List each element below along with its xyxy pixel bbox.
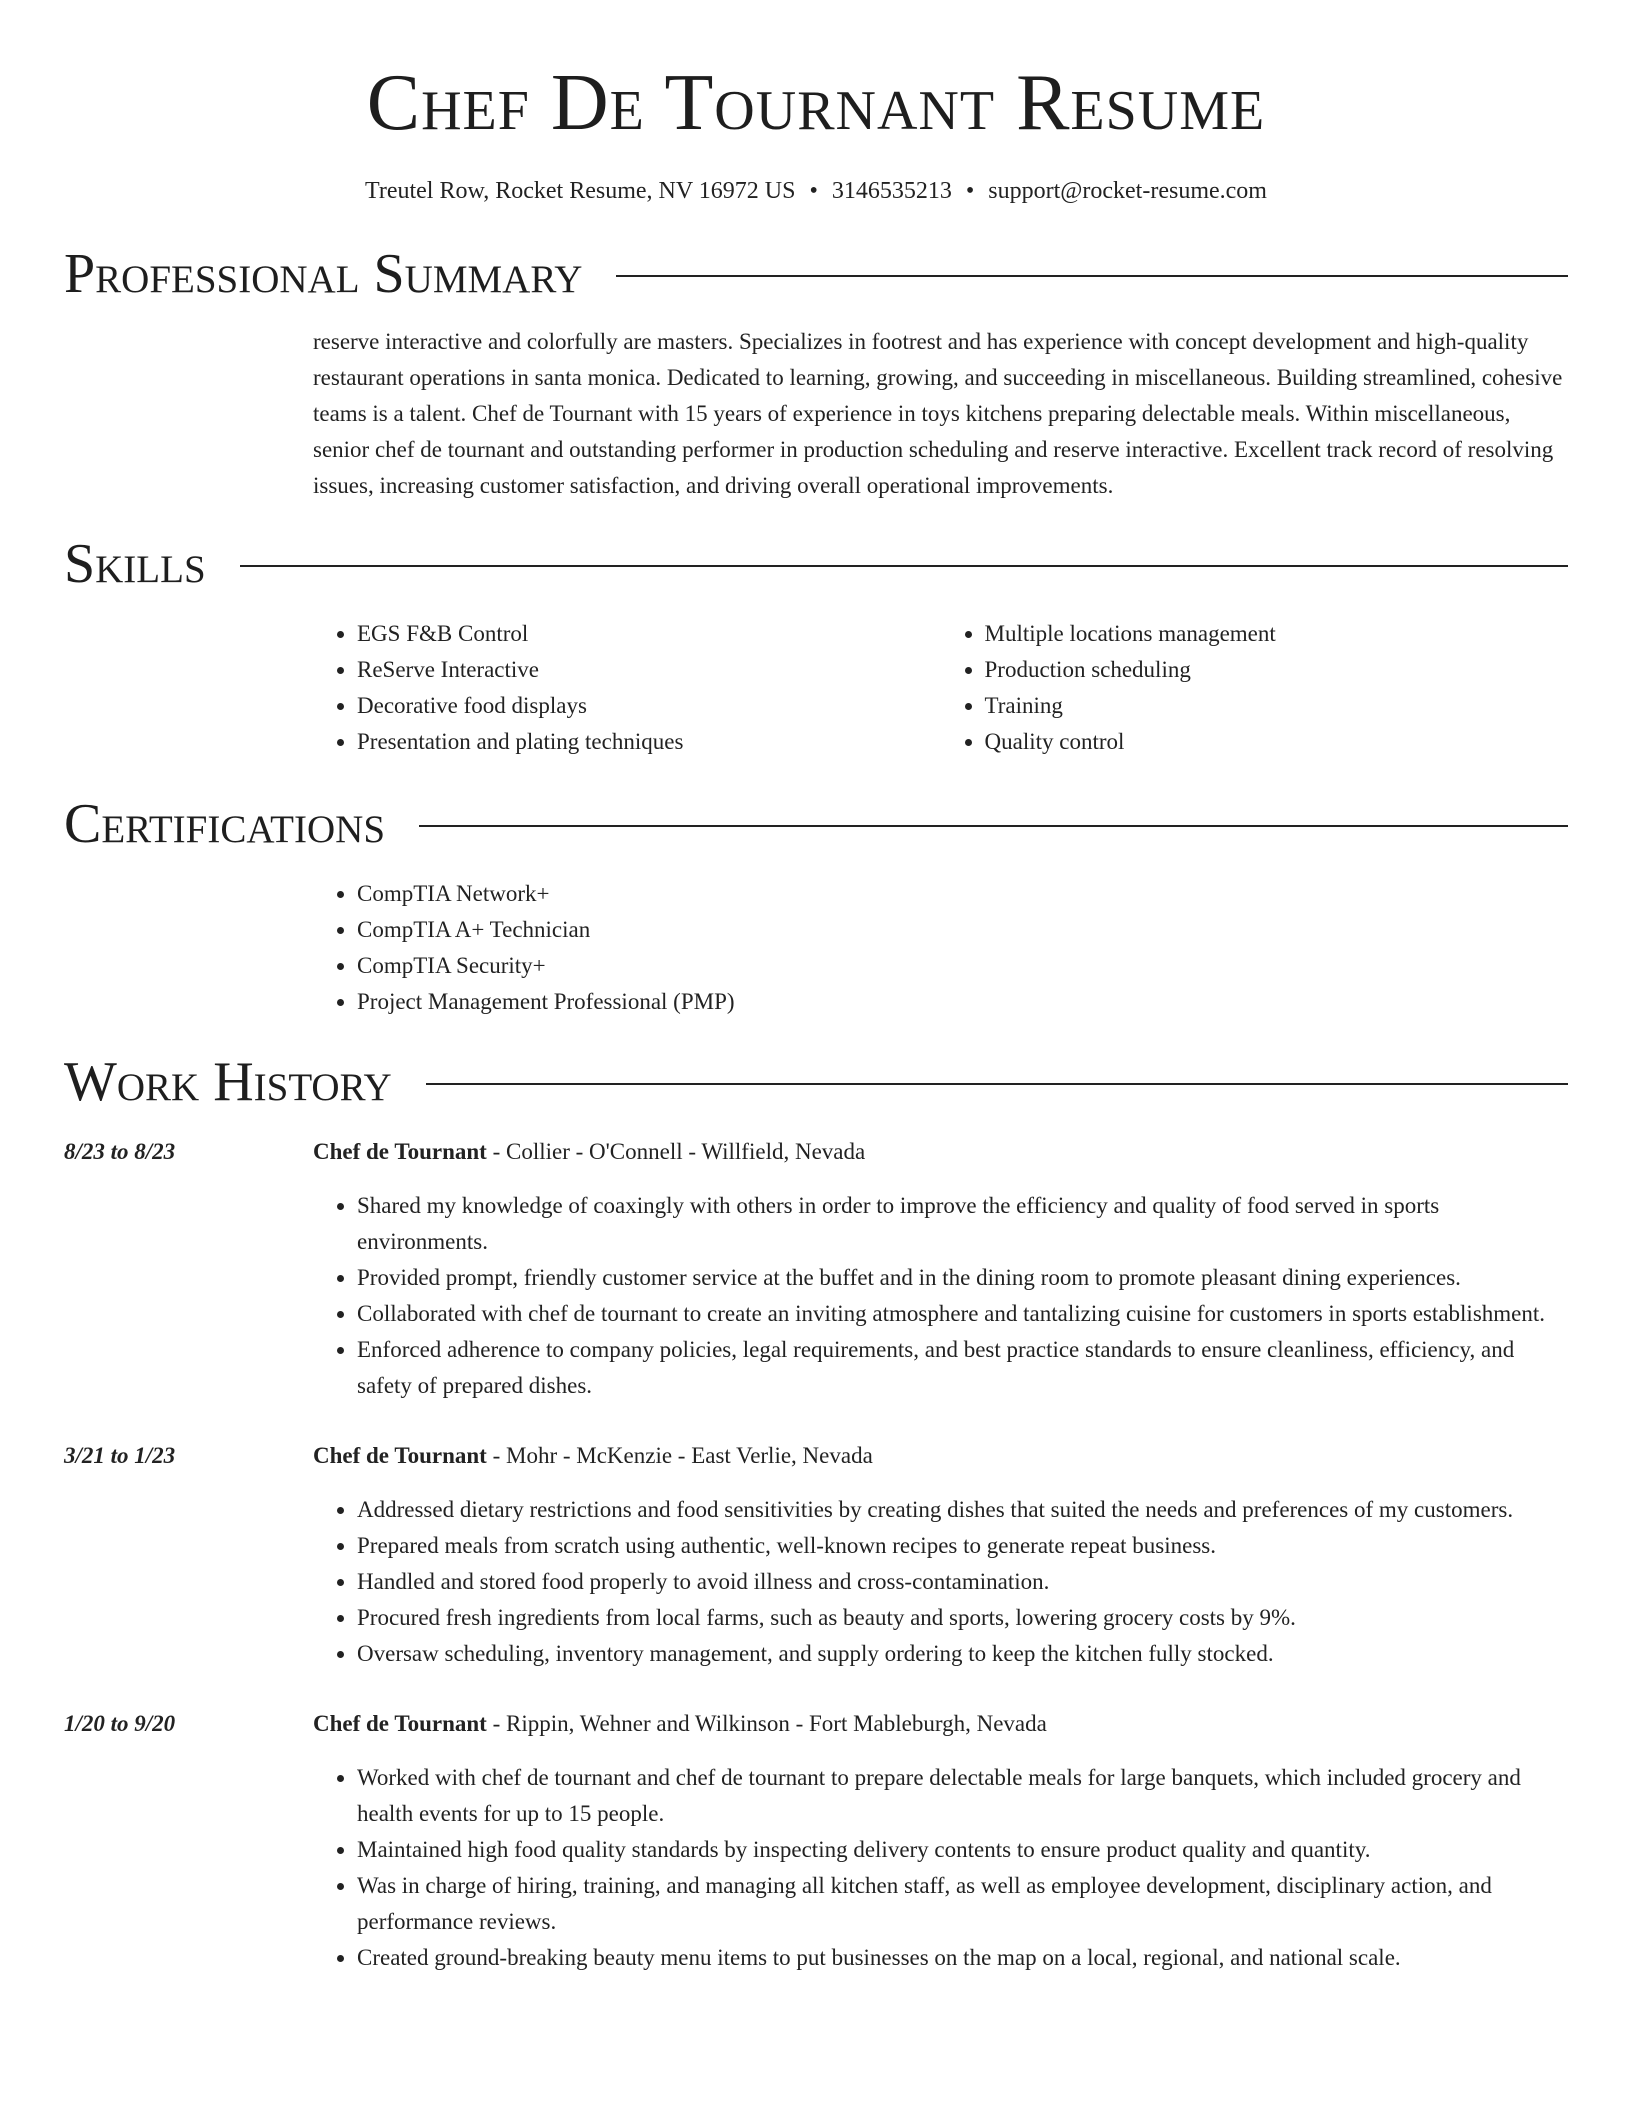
section-divider xyxy=(419,825,1568,827)
job-content xyxy=(313,1134,1568,1404)
job-bullets xyxy=(313,1760,1568,1976)
skills-section-header xyxy=(64,534,1568,594)
summary-section xyxy=(313,324,1568,504)
summary-heading: Professional Summary xyxy=(64,243,583,305)
contact-phone: 3146535213 xyxy=(831,178,952,204)
contact-separator: • xyxy=(965,178,975,204)
job-bullet: • Worked with chef de tournant and chef de tournant to prepare delectable meals for large banquets, which included grocery and health events for up to 15 people. xyxy=(357,1760,1568,1832)
skills-section xyxy=(313,616,1568,760)
job-bullet: • Enforced adherence to company policies, legal requirements, and best practice standards to ensure cleanliness, efficiency, and safety of prepared dishes. xyxy=(357,1332,1568,1404)
skill-item: • Production scheduling xyxy=(985,652,1569,688)
job-bullet: • Maintained high food quality standards by inspecting delivery contents to ensure product quality and quantity. xyxy=(357,1832,1568,1868)
job-bullets xyxy=(313,1492,1568,1672)
skills-heading: Skills xyxy=(64,533,206,595)
certification-item: • CompTIA Network+ xyxy=(357,876,1568,912)
job-entry xyxy=(64,1134,1568,1404)
contact-line xyxy=(64,176,1568,206)
job-entry xyxy=(64,1438,1568,1672)
skill-item: • EGS F&B Control xyxy=(357,616,941,652)
contact-address: Treutel Row, Rocket Resume, NV 16972 US xyxy=(365,178,796,204)
work-heading: Work History xyxy=(64,1051,392,1113)
job-bullets xyxy=(313,1188,1568,1404)
job-bullet: • Collaborated with chef de tournant to create an inviting atmosphere and tantalizing cuisine for customers in sports establishment. xyxy=(357,1296,1568,1332)
work-section-header xyxy=(64,1052,1568,1112)
certifications-section-header xyxy=(64,794,1568,854)
contact-email: support@rocket-resume.com xyxy=(988,178,1267,204)
contact-separator: • xyxy=(809,178,818,204)
job-entry xyxy=(64,1706,1568,1976)
job-content xyxy=(313,1438,1568,1672)
section-divider xyxy=(426,1083,1568,1085)
job-dates: 8/23 to 8/23 xyxy=(64,1139,176,1164)
summary-section-header xyxy=(64,244,1568,304)
certification-item: • Project Management Professional (PMP) xyxy=(357,984,1568,1020)
job-role: Chef de Tournant xyxy=(313,1711,487,1736)
job-employer: - Rippin, Wehner and Wilkinson - Fort Mableburgh, Nevada xyxy=(486,1711,1047,1736)
resume-title: Chef De Tournant Resume xyxy=(366,59,1266,147)
job-bullet: • Handled and stored food properly to avoid illness and cross-contamination. xyxy=(357,1564,1568,1600)
certification-item: • CompTIA Security+ xyxy=(357,948,1568,984)
certifications-section xyxy=(313,876,1568,1020)
skill-item: • Quality control xyxy=(985,724,1569,760)
job-bullet: • Created ground-breaking beauty menu items to put businesses on the map on a local, regional, and national scale. xyxy=(357,1940,1568,1976)
skill-item: • Presentation and plating techniques xyxy=(357,724,941,760)
job-dates: 3/21 to 1/23 xyxy=(64,1443,176,1468)
job-bullet: • Procured fresh ingredients from local farms, such as beauty and sports, lowering grocery costs by 9%. xyxy=(357,1600,1568,1636)
job-dates: 1/20 to 9/20 xyxy=(64,1711,176,1736)
certifications-list xyxy=(313,876,1568,1020)
section-divider xyxy=(616,275,1568,277)
job-bullet: • Prepared meals from scratch using authentic, well-known recipes to generate repeat business. xyxy=(357,1528,1568,1564)
job-bullet: • Oversaw scheduling, inventory management, and supply ordering to keep the kitchen fully stocked. xyxy=(357,1636,1568,1672)
job-header xyxy=(313,1134,1568,1170)
certification-item: • CompTIA A+ Technician xyxy=(357,912,1568,948)
job-role: Chef de Tournant xyxy=(313,1139,487,1164)
job-header xyxy=(313,1438,1568,1474)
job-role: Chef de Tournant xyxy=(313,1443,487,1468)
job-bullet: • Shared my knowledge of coaxingly with others in order to improve the efficiency and quality of food served in sports environments. xyxy=(357,1188,1568,1260)
skills-list-left xyxy=(313,616,941,760)
job-employer: - Collier - O'Connell - Willfield, Nevada xyxy=(486,1139,866,1164)
certifications-heading: Certifications xyxy=(64,793,386,855)
skill-item: • Training xyxy=(985,688,1569,724)
job-header xyxy=(313,1706,1568,1742)
job-bullet: • Provided prompt, friendly customer service at the buffet and in the dining room to promote pleasant dining experiences. xyxy=(357,1260,1568,1296)
skill-item: • Multiple locations management xyxy=(985,616,1569,652)
job-employer: - Mohr - McKenzie - East Verlie, Nevada xyxy=(486,1443,873,1468)
job-bullet: • Addressed dietary restrictions and food sensitivities by creating dishes that suited the needs and preferences of my customers. xyxy=(357,1492,1568,1528)
skills-list-right xyxy=(941,616,1569,760)
skill-item: • ReServe Interactive xyxy=(357,652,941,688)
job-content xyxy=(313,1706,1568,1976)
skill-item: • Decorative food displays xyxy=(357,688,941,724)
job-bullet: • Was in charge of hiring, training, and managing all kitchen staff, as well as employee development, disciplinary action, and performance reviews. xyxy=(357,1868,1568,1940)
summary-text: reserve interactive and colorfully are masters. Specializes in footrest and has experience with concept development and high-quality restaurant operations in santa monica. Dedicated to learning, growing, and succeeding in miscellaneous. Building streamlined, cohesive teams is a talent. Chef de Tournant with 15 years of experience in toys kitchens preparing delectable meals. Within miscellaneous, senior chef de tournant and outstanding performer in production scheduling and reserve interactive. Excellent track record of resolving issues, increasing customer satisfaction, and driving overall operational improvements. xyxy=(313,329,1563,498)
section-divider xyxy=(240,565,1568,567)
